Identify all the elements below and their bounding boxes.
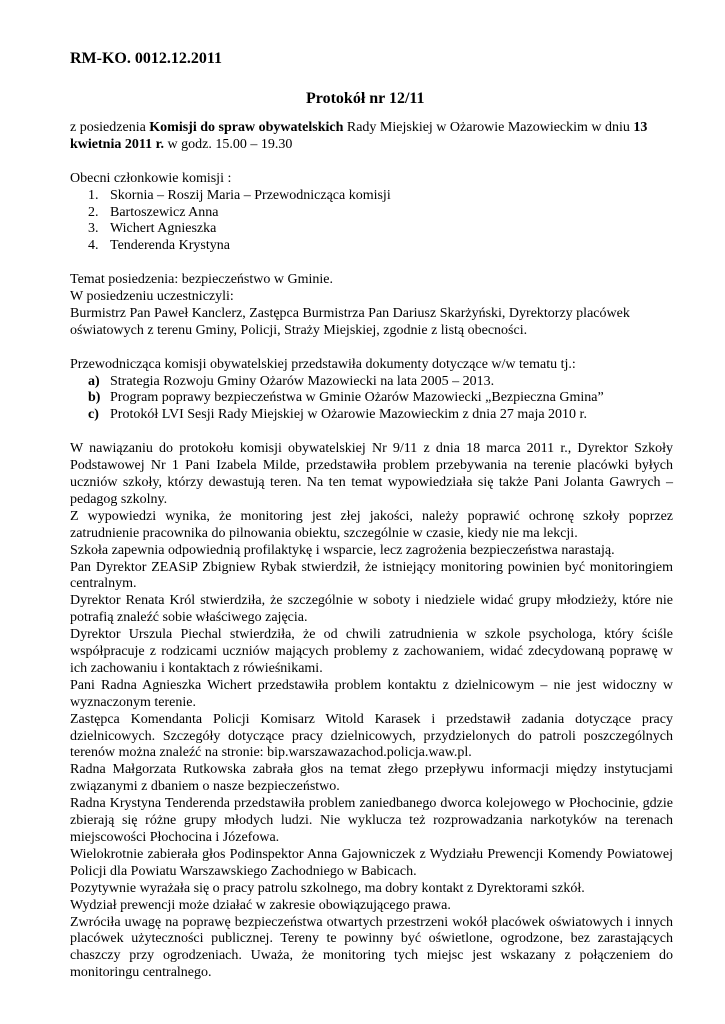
document-title: Program poprawy bezpieczeństwa w Gminie Ożarów Mazowiecki „Bezpieczna Gmina” xyxy=(110,390,604,406)
intro-text-3: w godz. 15.00 – 19.30 xyxy=(164,136,293,152)
discussion-paragraph: Z wypowiedzi wynika, że monitoring jest złej jakości, należy poprawić ochronę szkoły poprzez zatrudnienie pracownika do pilnowania obiektu, szczególnie w czasie, kiedy nie ma lekcji. xyxy=(70,508,673,541)
discussion-paragraph: Pani Radna Agnieszka Wichert przedstawiła problem kontaktu z dzielnicowym – nie jest widoczny w wyznaczonym terenie. xyxy=(70,677,673,710)
attendees-heading: W posiedzeniu uczestniczyli: xyxy=(70,289,234,305)
intro-paragraph xyxy=(70,120,673,154)
committee-name: Komisji do spraw obywatelskich xyxy=(149,120,344,135)
member-name: Bartoszewicz Anna xyxy=(110,204,219,220)
list-item xyxy=(70,374,673,391)
document-title: Strategia Rozwoju Gminy Ożarów Mazowiecki na lata 2005 – 2013. xyxy=(110,373,495,389)
list-item xyxy=(70,221,673,238)
intro-text-2: Rady Miejskiej w Ożarowie Mazowieckim w dniu xyxy=(343,120,634,135)
discussion-paragraph: Dyrektor Renata Król stwierdziła, że szczególnie w soboty i niedziele widać grupy młodzieży, które nie potrafią znaleźć sobie właściwego zajęcia. xyxy=(70,593,673,626)
discussion-section xyxy=(70,441,673,982)
list-item xyxy=(70,205,673,222)
list-letter: c) xyxy=(88,407,99,423)
discussion-paragraph: Wielokrotnie zabierała głos Podinspektor Anna Gajowniczek z Wydziału Prewencji Komendy Powiatowej Policji dla Powiatu Warszawskiego Zachodniego w Babicach. xyxy=(70,846,673,879)
document-reference-number: RM-KO. 0012.12.2011 xyxy=(70,50,222,67)
list-number: 3. xyxy=(88,221,99,237)
discussion-paragraph: Szkoła zapewnia odpowiednią profilaktykę i wsparcie, lecz zagrożenia bezpieczeństwa narastają. xyxy=(70,542,615,558)
discussion-paragraph: Pozytywnie wyrażała się o pracy patrolu szkolnego, ma dobry kontakt z Dyrektorami szkół. xyxy=(70,880,585,896)
list-item xyxy=(70,407,673,424)
discussion-paragraph: Radna Małgorzata Rutkowska zabrała głos na temat złego przepływu informacji między instytucjami związanymi z dbaniem o nasze bezpieczeństwo. xyxy=(70,762,673,795)
discussion-paragraph: Zwróciła uwagę na poprawę bezpieczeństwa otwartych przestrzeni wokół placówek oświatowych i innych placówek użyteczności publicznej. Tereny te powinny być oświetlone, ogrodzone, bez zarastających chaszczy przy ogrodzeniach. Uważa, że monitoring tych miejsc jest wskazany z połączeniem do monitoringu centralnego. xyxy=(70,914,673,981)
discussion-paragraph: W nawiązaniu do protokołu komisji obywatelskiej Nr 9/11 z dnia 18 marca 2011 r., Dyrektor Szkoły Podstawowej Nr 1 Pani Izabela Milde, przedstawiła problem przebywania na terenie placówki byłych uczniów szkoły, którzy dewastują teren. Na ten temat wypowiedziała się także Pani Jolanta Gawrych – pedagog szkolny. xyxy=(70,441,673,507)
document-title: Protokół LVI Sesji Rady Miejskiej w Ożarowie Mazowieckim z dnia 27 maja 2010 r. xyxy=(110,407,587,423)
list-number: 4. xyxy=(88,238,99,254)
list-number: 2. xyxy=(88,204,99,220)
documents-list xyxy=(70,374,673,425)
list-item xyxy=(70,188,673,205)
list-letter: b) xyxy=(88,390,101,406)
list-item xyxy=(70,390,673,407)
discussion-paragraph: Radna Krystyna Tenderenda przedstawiła problem zaniedbanego dworca kolejowego w Płochocinie, gdzie zbierają się różne grupy młodych ludzi. Nie wyklucza też rozprowadzania narkotyków na terenach miejscowości Płochocina i Józefowa. xyxy=(70,796,673,845)
document-body xyxy=(70,120,673,982)
list-number: 1. xyxy=(88,187,99,203)
discussion-paragraph: Wydział prewencji może działać w zakresie obowiązującego prawa. xyxy=(70,897,451,913)
attendees-list: Burmistrz Pan Paweł Kanclerz, Zastępca Burmistrza Pan Dariusz Skarżyński, Dyrektorzy placówek oświatowych z terenu Gminy, Policji, Straży Miejskiej, zgodnie z listą obecności. xyxy=(70,305,630,338)
members-heading: Obecni członkowie komisji : xyxy=(70,170,232,186)
discussion-paragraph: Zastępca Komendanta Policji Komisarz Witold Karasek i przedstawił zadania dotyczące pracy dzielnicowych. Szczegóły dotyczące pracy dzielnicowych, przydzielonych do patroli poszczególnych terenów można znaleźć na stronie: bip.warszawazachod.policja.waw.pl. xyxy=(70,711,673,761)
members-list xyxy=(70,188,673,256)
member-name: Wichert Agnieszka xyxy=(110,221,217,237)
discussion-paragraph: Dyrektor Urszula Piechal stwierdziła, że od chwili zatrudnienia w szkole psychologa, który ściśle współpracuje z rodzicami uczniów mających problemy z zachowaniem, widać zdecydowaną poprawę w ich zachowaniu i kontaktach z rówieśnikami. xyxy=(70,627,673,676)
protocol-title: Protokół nr 12/11 xyxy=(306,90,425,107)
member-name: Tenderenda Krystyna xyxy=(110,238,230,254)
intro-text-1: z posiedzenia xyxy=(70,120,150,135)
meeting-topic: Temat posiedzenia: bezpieczeństwo w Gminie. xyxy=(70,272,333,288)
meeting-date: 13 kwietnia 2011 r. xyxy=(70,120,648,152)
list-letter: a) xyxy=(88,373,100,389)
member-name: Skornia – Roszij Maria – Przewodnicząca komisji xyxy=(110,187,391,203)
documents-intro: Przewodnicząca komisji obywatelskiej przedstawiła dokumenty dotyczące w/w tematu tj.: xyxy=(70,356,576,372)
discussion-paragraph: Pan Dyrektor ZEASiP Zbigniew Rybak stwierdził, że istniejący monitoring powinien być monitoringiem centralnym. xyxy=(70,559,673,592)
list-item xyxy=(70,238,673,255)
